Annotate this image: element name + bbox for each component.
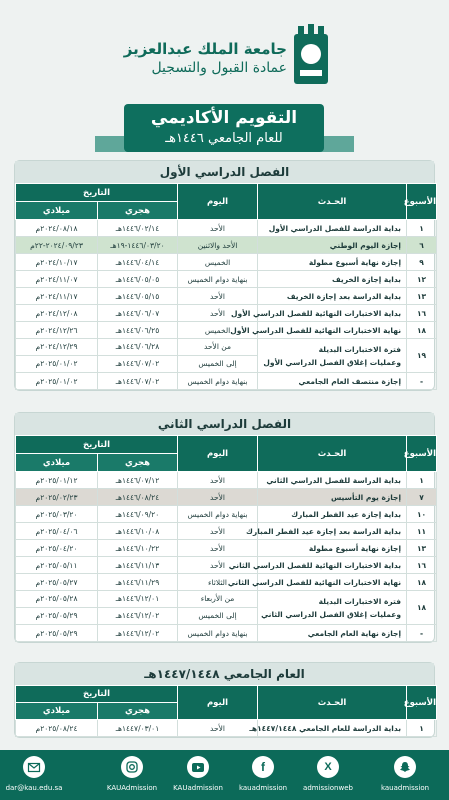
col-week-header: الأسبوع xyxy=(407,686,437,720)
event-cell: نهاية الاختبارات النهائية للفصل الدراسي الأول xyxy=(258,322,407,339)
week-cell: - xyxy=(407,373,437,390)
gregorian-cell: ٢٠٢٥/٠١/١٢م xyxy=(16,472,98,489)
semester2-table xyxy=(15,435,437,642)
hijri-cell: ١٤٤٦/٠٩/٢٠هـ xyxy=(98,506,178,523)
social-instagram[interactable] xyxy=(102,756,162,792)
event-cell: بداية إجازة عيد الفطر المبارك xyxy=(258,506,407,523)
table-row xyxy=(16,322,437,339)
gregorian-from: ٢٠٢٤/١٢/٢٩م xyxy=(16,339,97,356)
facebook-label: kauadmission xyxy=(238,784,288,792)
event-cell: بداية الاختبارات النهائية للفصل الدراسي الأول xyxy=(258,305,407,322)
week-cell: ١ xyxy=(407,220,437,237)
event-cell: بداية الدراسة للفصل الدراسي الأول xyxy=(258,220,407,237)
gregorian-cell: ٢٠٢٥/٠٥/٢٩م xyxy=(16,625,98,642)
x-icon: X xyxy=(317,756,339,778)
gregorian-cell: ٢٠٢٤/١١/١٧م xyxy=(16,288,98,305)
col-hijri-header: هجري xyxy=(98,454,178,472)
semester1-section xyxy=(14,160,435,391)
social-x[interactable] xyxy=(298,756,358,792)
day-cell: بنهاية دوام الخميس xyxy=(178,271,258,288)
event-cell: بداية الاختبارات النهائية للفصل الدراسي الثاني xyxy=(258,557,407,574)
hijri-to: ١٤٤٦/١٢/٠٢هـ xyxy=(115,611,160,620)
col-gregorian-header: ميلادي xyxy=(16,703,98,720)
gregorian-cell: ٢٠٢٥/٠٣/٢٠م xyxy=(16,506,98,523)
hijri-cell xyxy=(98,339,178,373)
table-row xyxy=(16,540,437,557)
gregorian-cell xyxy=(16,339,98,373)
event-cell: نهاية الاختبارات النهائية للفصل الدراسي الثاني xyxy=(258,574,407,591)
social-youtube[interactable] xyxy=(168,756,228,792)
calendar-subtitle: للعام الجامعي ١٤٤٦هـ xyxy=(165,131,283,146)
instagram-label: KAUAdmission xyxy=(106,784,158,792)
youtube-icon xyxy=(187,756,209,778)
week-cell: ١٠ xyxy=(407,506,437,523)
hijri-cell: ١٤٤٦/١٢/٠٢هـ xyxy=(98,625,178,642)
day-cell: الأحد xyxy=(178,523,258,540)
event-cell: إجازة اليوم الوطني xyxy=(258,237,407,254)
table-row xyxy=(16,489,437,506)
week-cell: ١٣ xyxy=(407,540,437,557)
x-label: admissionweb xyxy=(303,784,353,792)
gregorian-cell: ٢٠٢٥/٠٤/٢٠م xyxy=(16,540,98,557)
hijri-cell xyxy=(98,591,178,625)
day-cell: بنهاية دوام الخميس xyxy=(178,506,258,523)
gregorian-cell xyxy=(16,591,98,625)
col-day-header: اليوم xyxy=(178,436,258,472)
day-cell: الأحد والاثنين xyxy=(178,237,258,254)
table-row xyxy=(16,305,437,322)
col-week-header: الأسبوع xyxy=(407,436,437,472)
day-cell: الأحد xyxy=(178,305,258,322)
gregorian-to: ٢٠٢٥/٠٥/٢٩م xyxy=(35,611,78,620)
event-cell: إجازة نهاية أسبوع مطولة xyxy=(258,540,407,557)
gregorian-cell: ٢٠٢٥/٠٨/٢٤م xyxy=(16,720,98,737)
hijri-cell: ١٤٤٦/٠٢/١٤هـ xyxy=(98,220,178,237)
calendar-title-block xyxy=(124,104,324,152)
week-cell: ١٨ xyxy=(407,574,437,591)
col-date-header: التاريخ xyxy=(16,686,178,703)
gregorian-cell: ٢٠٢٤/١٠/١٧م xyxy=(16,254,98,271)
day-cell: الأحد xyxy=(178,720,258,737)
week-cell: ١٦ xyxy=(407,305,437,322)
gregorian-cell: ٢٠٢٥/٠٤/٠٦م xyxy=(16,523,98,540)
event-cell: بداية الدراسة للفصل الدراسي الثاني xyxy=(258,472,407,489)
event-cell: إجازة نهاية العام الجامعي xyxy=(258,625,407,642)
event-line-2: وعمليات إغلاق الفصل الدراسي الثاني xyxy=(261,609,402,619)
hijri-from: ١٤٤٦/١٢/٠١هـ xyxy=(98,591,177,608)
hijri-cell: ١٤٤٦/٠٧/١٢هـ xyxy=(98,472,178,489)
day-to: إلى الخميس xyxy=(198,359,237,368)
week-cell: ١ xyxy=(407,720,437,737)
email-icon xyxy=(23,756,45,778)
week-cell: ٦ xyxy=(407,237,437,254)
col-hijri-header: هجري xyxy=(98,202,178,220)
day-cell: الأحد xyxy=(178,220,258,237)
gregorian-cell: ٢٠٢٤/١٢/٠٨م xyxy=(16,305,98,322)
university-name-block xyxy=(124,40,287,78)
event-cell: بداية الدراسة بعد إجازة عيد الفطر المبارك xyxy=(258,523,407,540)
hijri-cell: ١٤٤٦/٠٤/١٤هـ xyxy=(98,254,178,271)
hijri-cell: ١٤٤٦/٠٦/٢٥هـ xyxy=(98,322,178,339)
col-date-header: التاريخ xyxy=(16,436,178,454)
hijri-cell: ١٤٤٦/١٠/٠٨هـ xyxy=(98,523,178,540)
week-cell: ٩ xyxy=(407,254,437,271)
table-row xyxy=(16,574,437,591)
gregorian-cell: ٢٠٢٤/١١/٠٧م xyxy=(16,271,98,288)
day-cell: بنهاية دوام الخميس xyxy=(178,625,258,642)
col-hijri-header: هجري xyxy=(98,703,178,720)
gregorian-cell: ٢٠٢٥/٠٢/٢٣م xyxy=(16,489,98,506)
university-name: جامعة الملك عبدالعزيز xyxy=(123,40,287,58)
event-line-2: وعمليات إغلاق الفصل الدراسي الأول xyxy=(263,357,402,367)
header xyxy=(0,16,449,96)
event-cell: إجازة نهاية أسبوع مطولة xyxy=(258,254,407,271)
hijri-cell: ١٤٤٦/٠٣/٢٠-١٩هـ xyxy=(98,237,178,254)
day-cell: الخميس xyxy=(178,322,258,339)
week-cell: ١٩ xyxy=(407,339,437,373)
week-cell: ١١ xyxy=(407,523,437,540)
hijri-from: ١٤٤٦/٠٦/٢٨هـ xyxy=(98,339,177,356)
university-logo xyxy=(290,24,332,90)
day-cell: الأحد xyxy=(178,489,258,506)
week-cell: ١٨ xyxy=(407,322,437,339)
hijri-cell: ١٤٤٦/٠٥/١٥هـ xyxy=(98,288,178,305)
next-year-table xyxy=(15,685,437,737)
snapchat-label: kauadmission xyxy=(380,784,430,792)
event-cell: بداية الدراسة بعد إجازة الخريف xyxy=(258,288,407,305)
youtube-label: KAUadmission xyxy=(173,784,223,792)
col-event-header: الحـدث xyxy=(258,686,407,720)
col-day-header: اليوم xyxy=(178,184,258,220)
event-cell: بداية الدراسة للعام الجامعي ١٤٤٧/١٤٤٨هـ xyxy=(258,720,407,737)
hijri-cell: ١٤٤٦/٠٧/٠٢هـ xyxy=(98,373,178,390)
day-cell: الأحد xyxy=(178,540,258,557)
table-row xyxy=(16,720,437,737)
deanship-name: عمادة القبول والتسجيل xyxy=(151,60,287,76)
next-year-section xyxy=(14,662,435,738)
day-from: من الأربعاء xyxy=(178,591,257,608)
event-cell: إجازة يوم التأسيس xyxy=(258,489,407,506)
table-row xyxy=(16,625,437,642)
title-decoration-right xyxy=(320,136,354,152)
day-cell: الخميس xyxy=(178,254,258,271)
semester1-title: الفصل الدراسي الأول xyxy=(15,161,434,183)
week-cell: ١٨ xyxy=(407,591,437,625)
gregorian-cell: ٢٠٢٥/٠٥/٢٧م xyxy=(16,574,98,591)
table-row-alternative-exams xyxy=(16,339,437,373)
semester2-title: الفصل الدراسي الثاني xyxy=(15,413,434,435)
week-cell: ١ xyxy=(407,472,437,489)
event-cell xyxy=(258,591,407,625)
facebook-icon: f xyxy=(252,756,274,778)
table-row xyxy=(16,220,437,237)
table-row xyxy=(16,557,437,574)
gregorian-cell: ٢٠٢٤/٠٩/٢٣-٢٢م xyxy=(16,237,98,254)
event-cell: بداية إجازة الخريف xyxy=(258,271,407,288)
calendar-title: التقويم الأكاديمي xyxy=(150,108,298,128)
day-from: من الأحد xyxy=(178,339,257,356)
hijri-cell: ١٤٤٦/١٠/٢٢هـ xyxy=(98,540,178,557)
email-label: dar@kau.edu.sa xyxy=(5,784,63,792)
social-snapchat[interactable] xyxy=(375,756,435,792)
gregorian-cell: ٢٠٢٥/٠١/٠٢م xyxy=(16,373,98,390)
snapchat-icon xyxy=(394,756,416,778)
table-row xyxy=(16,271,437,288)
social-email[interactable] xyxy=(4,756,64,792)
week-cell: ٧ xyxy=(407,489,437,506)
day-cell xyxy=(178,591,258,625)
hijri-cell: ١٤٤٦/٠٨/٢٤هـ xyxy=(98,489,178,506)
table-row xyxy=(16,288,437,305)
week-cell: - xyxy=(407,625,437,642)
col-week-header: الأسبوع xyxy=(407,184,437,220)
event-line-1: فترة الاختبارات البديلة xyxy=(318,344,402,354)
hijri-cell: ١٤٤٦/٠٦/٠٧هـ xyxy=(98,305,178,322)
semester1-table xyxy=(15,183,437,390)
table-row xyxy=(16,523,437,540)
table-row-alternative-exams xyxy=(16,591,437,625)
event-cell: إجازة منتصف العام الجامعي xyxy=(258,373,407,390)
col-gregorian-header: ميلادي xyxy=(16,202,98,220)
day-cell: بنهاية دوام الخميس xyxy=(178,373,258,390)
hijri-cell: ١٤٤٦/٠٥/٠٥هـ xyxy=(98,271,178,288)
week-cell: ١٣ xyxy=(407,288,437,305)
gregorian-cell: ٢٠٢٥/٠٥/١١م xyxy=(16,557,98,574)
col-day-header: اليوم xyxy=(178,686,258,720)
col-event-header: الحـدث xyxy=(258,436,407,472)
instagram-icon xyxy=(121,756,143,778)
event-line-1: فترة الاختبارات البديلة xyxy=(318,596,402,606)
event-cell xyxy=(258,339,407,373)
table-row xyxy=(16,506,437,523)
hijri-cell: ١٤٤٦/١١/٢٩هـ xyxy=(98,574,178,591)
gregorian-cell: ٢٠٢٤/١٢/٢٦م xyxy=(16,322,98,339)
day-cell xyxy=(178,339,258,373)
table-row xyxy=(16,472,437,489)
gregorian-to: ٢٠٢٥/٠١/٠٢م xyxy=(35,359,78,368)
day-to: إلى الخميس xyxy=(198,611,237,620)
col-event-header: الحـدث xyxy=(258,184,407,220)
gregorian-cell: ٢٠٢٤/٠٨/١٨م xyxy=(16,220,98,237)
table-row xyxy=(16,254,437,271)
day-cell: الأحد xyxy=(178,472,258,489)
hijri-cell: ١٤٤٧/٠٣/٠١هـ xyxy=(98,720,178,737)
semester2-section xyxy=(14,412,435,643)
week-cell: ١٦ xyxy=(407,557,437,574)
day-cell: الأحد xyxy=(178,288,258,305)
day-cell: الأحد xyxy=(178,557,258,574)
table-row xyxy=(16,237,437,254)
day-cell: الثلاثاء xyxy=(178,574,258,591)
footer-social-bar xyxy=(0,750,449,800)
table-row xyxy=(16,373,437,390)
next-year-title: العام الجامعي ١٤٤٧/١٤٤٨هـ xyxy=(15,663,434,685)
col-gregorian-header: ميلادي xyxy=(16,454,98,472)
col-date-header: التاريخ xyxy=(16,184,178,202)
gregorian-from: ٢٠٢٥/٠٥/٢٨م xyxy=(16,591,97,608)
social-facebook[interactable] xyxy=(233,756,293,792)
week-cell: ١٢ xyxy=(407,271,437,288)
hijri-to: ١٤٤٦/٠٧/٠٢هـ xyxy=(115,359,160,368)
hijri-cell: ١٤٤٦/١١/١٣هـ xyxy=(98,557,178,574)
